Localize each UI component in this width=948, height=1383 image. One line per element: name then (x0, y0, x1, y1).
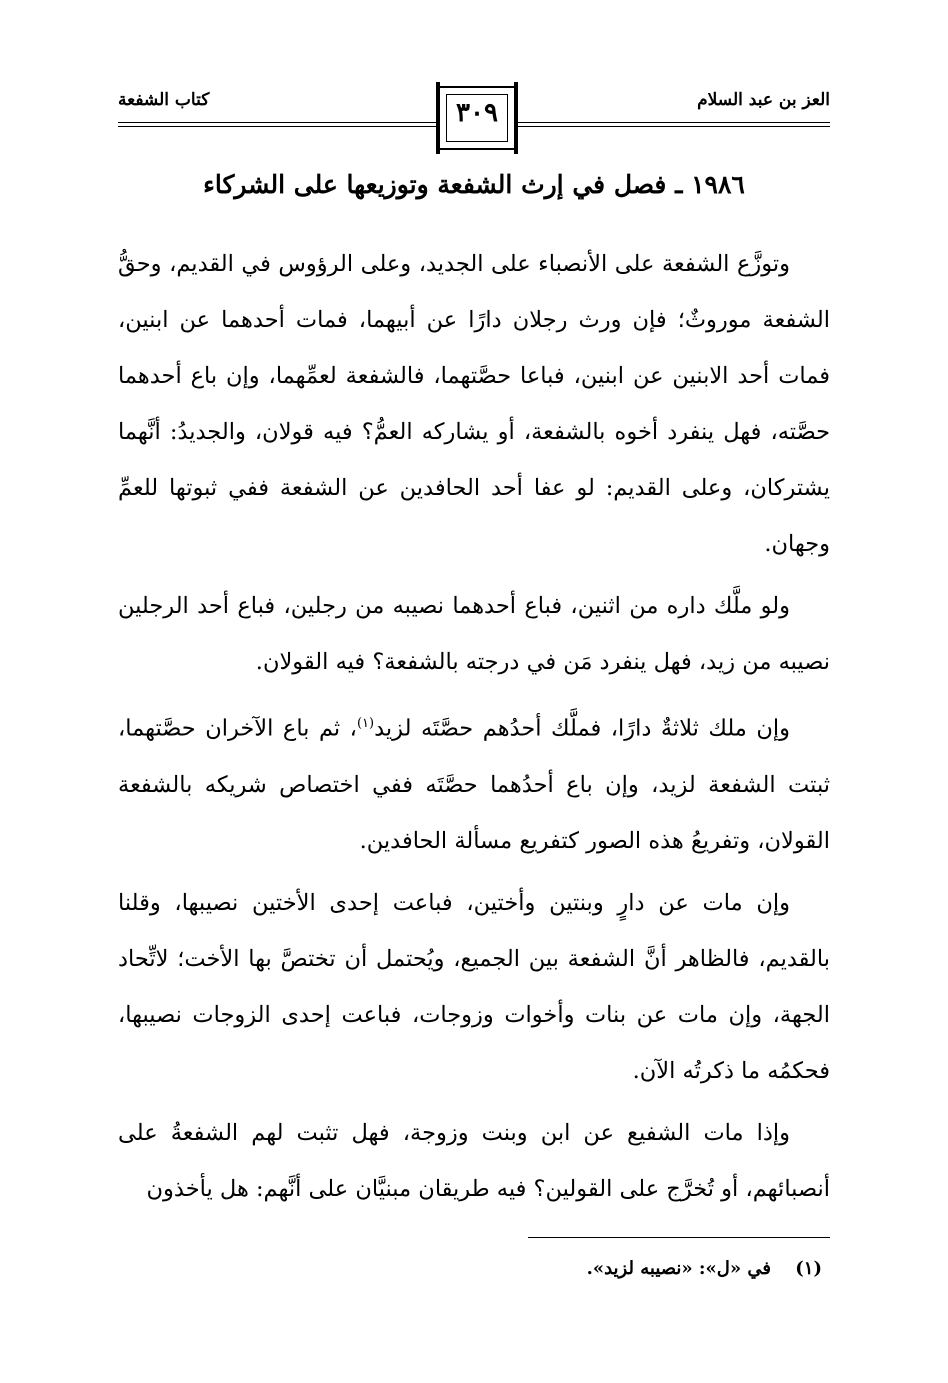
header-rule-left-thin (118, 126, 436, 127)
page-number-frame (438, 86, 516, 150)
section-title: ١٩٨٦ ـ فصل في إرث الشفعة وتوزيعها على الشركاء (203, 170, 745, 199)
paragraph: وإذا مات الشفيع عن ابن وبنت وزوجة، فهل تثبت لهم الشفعةُ على أنصبائهم، أو تُخرَّج على القولين؟ فيه طريقان مبنيَّان على أنَّهم: هل يأخذون (118, 1119, 830, 1202)
paragraph-text: ، ثم باع الآخران حصَّتهما، ثبتت الشفعة لزيد، وإن باع أحدُهما حصَّتَه ففي اختصاص شريكه بالشفعة القولان، وتفريعُ هذه الصور كتفريع مسألة الحافدين. (118, 715, 830, 854)
paragraph-text: وإن ملك ثلاثةٌ دارًا، فملَّك أحدُهم حصَّتَه لزيد (374, 715, 790, 742)
footnote-marker: (١) (356, 716, 375, 731)
header-author: العز بن عبد السلام (697, 90, 830, 110)
footnote-divider (528, 1237, 830, 1238)
footnote (587, 1258, 822, 1279)
paragraph: وإن مات عن دارٍ وبنتين وأختين، فباعت إحدى الأختين نصيبها، وقلنا بالقديم، فالظاهر أنَّ الشفعة بين الجميع، ويُحتمل أن تختصَّ بها الأخت؛ لاتِّحاد الجهة، وإن مات عن بنات وأخوات وزوجات، فباعت إحدى الزوجات نصيبها، فحكمُه ما ذكرتُه الآن. (118, 889, 830, 1084)
body-text (118, 236, 830, 1223)
paragraph: وتوزَّع الشفعة على الأنصباء على الجديد، وعلى الرؤوس في القديم، وحقُّ الشفعة موروثٌ؛ فإن ورث رجلان دارًا عن أبيهما، فمات أحدهما عن ابنين، فمات أحد الابنين عن ابنين، فباعا حصَّتهما، فالشفعة لعمِّهما، وإن باع أحدهما حصَّته، فهل ينفرد أخوه بالشفعة، أو يشاركه العمُّ؟ فيه قولان، والجديدُ: أنَّهما يشتركان، وعلى القديم: لو عفا أحد الحافدين عن الشفعة ففي ثبوتها للعمِّ وجهان. (118, 251, 830, 557)
header-rule-right-thin (518, 126, 830, 127)
header-rule-right (518, 122, 830, 123)
paragraph (118, 696, 830, 869)
header-rule-left (118, 122, 436, 123)
running-head (118, 86, 830, 158)
page-number: ٣٠٩ (456, 98, 498, 128)
header-book-title: كتاب الشفعة (118, 90, 210, 110)
footnote-text: في «ل»: «نصيبه لزيد». (586, 1258, 771, 1279)
footnote-number: (١) (795, 1258, 822, 1279)
paragraph: ولو ملَّك داره من اثنين، فباع أحدهما نصيبه من رجلين، فباع أحد الرجلين نصيبه من زيد، فهل ينفرد مَن في درجته بالشفعة؟ فيه القولان. (118, 593, 830, 675)
